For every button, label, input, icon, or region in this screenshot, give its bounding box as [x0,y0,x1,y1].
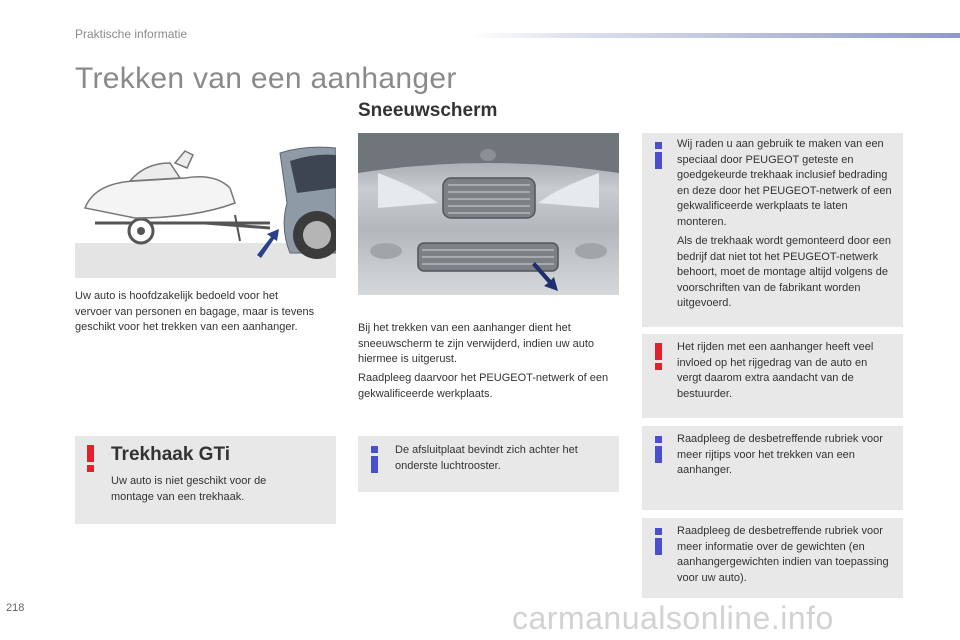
afsluitplaat-info-box [358,436,619,492]
watermark: carmanualsonline.info [512,600,834,636]
rijgedrag-warning-box [642,334,903,418]
trekhaak-gti-text: Uw auto is niet geschikt voor de montage van een trekhaak. [111,475,267,503]
trekhaak-advice-box [642,133,903,327]
front-bumper-photo [358,133,619,295]
gewichten-info-box [642,518,903,598]
rijtips-info-text: Raadpleeg de desbetreffende rubriek voor meer rijtips voor het trekken van een aanhanger. [677,433,883,476]
page-title: Trekken van een aanhanger [75,62,457,95]
trekhaak-gti-title: Trekhaak GTi [111,444,230,465]
jetski-trailer-illustration [75,133,336,278]
rijgedrag-warning-text: Het rijden met een aanhanger heeft veel invloed op het rijgedrag van de auto en vergt daarom extra aandacht van de bestuurder. [677,341,874,400]
page-number: 218 [6,602,25,614]
intro-paragraph: Uw auto is hoofdzakelijk bedoeld voor het vervoer van personen en bagage, maar is tevens geschikt voor het trekken van een aanhanger. [75,290,315,333]
section-header: Praktische informatie [75,27,188,41]
sneeuwscherm-paragraph-2: Raadpleeg daarvoor het PEUGEOT-netwerk of een gekwalificeerde werkplaats. [358,372,609,400]
trekhaak-advice-text-2: Als de trekhaak wordt gemonteerd door een bedrijf dat niet tot het PEUGEOT-netwerk behoort, moet de montage altijd volgens de voorschriften van de fabrikant worden uitgevoerd. [677,235,892,309]
sneeuwscherm-paragraph-1: Bij het trekken van een aanhanger dient het sneeuwscherm te zijn verwijderd, indien uw auto hiermee is uitgerust. [358,322,595,365]
gewichten-info-text: Raadpleeg de desbetreffende rubriek voor meer informatie over de gewichten (en aanhangergewichten indien van toepassing voor uw auto). [677,525,889,584]
rijtips-info-box [642,426,903,510]
sneeuwscherm-heading: Sneeuwscherm [358,100,498,121]
trekhaak-advice-text-1: Wij raden u aan gebruik te maken van een speciaal door PEUGEOT geteste en goedgekeurde trekhaak inclusief bedrading en deze door het PEUGEOT-netwerk of een gekwalificeerde werkplaats te laten monteren. [677,138,892,228]
trekhaak-gti-box [75,436,336,524]
afsluitplaat-text: De afsluitplaat bevindt zich achter het onderste luchtrooster. [395,444,578,472]
header-gradient-bar [470,33,960,38]
